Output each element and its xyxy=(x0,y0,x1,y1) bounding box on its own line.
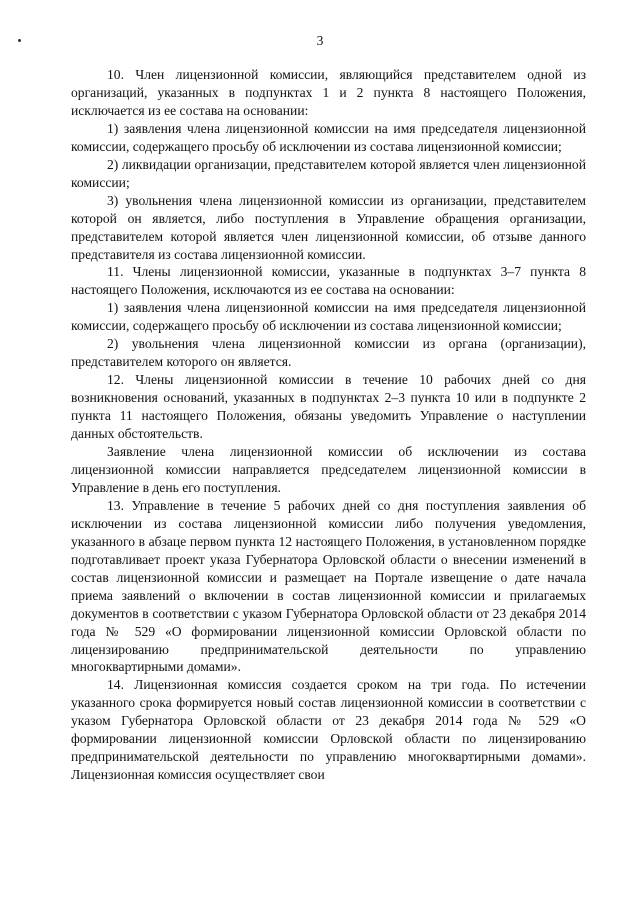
paragraph-10-item-2: 2) ликвидации организации, представителем которой является член лицензионной комиссии; xyxy=(71,156,586,190)
paragraph-11-item-1: 1) заявления члена лицензионной комиссии на имя председателя лицензионной комиссии, содержащего просьбу об исключении из состава лицензионной комиссии; xyxy=(71,300,586,334)
paragraph-13: 13. Управление в течение 5 рабочих дней со дня поступления заявления об исключении из состава лицензионной комиссии либо получения уведомления, указанного в абзаце первом пункта 12 настоящего Положения, в установленном порядке подготавливает проект указа Губернатора Орловской области о внесении изменений в состав лицензионной комиссии и размещает на Портале извещение о дате начала приема заявлений о включении в состав лицензионной комиссии и прилагаемых документов в соответствии с указом Губернатора Орловской области от 23 декабря 2014 года № 529 «О формировании лицензионной комиссии Орловской области по лицензированию предпринимательской деятельности по управлению многоквартирными домами». xyxy=(71,497,586,675)
paragraph-10-item-1: 1) заявления члена лицензионной комиссии на имя председателя лицензионной комиссии, содержащего просьбу об исключении из состава лицензионной комиссии; xyxy=(71,120,586,154)
page-number: 3 xyxy=(316,33,324,48)
paragraph-11-item-2: 2) увольнения члена лицензионной комиссии из органа (организации), представителем которого он является. xyxy=(71,336,586,370)
paragraph-11: 11. Члены лицензионной комиссии, указанные в подпунктах 3–7 пункта 8 настоящего Положения, исключаются из ее состава на основании: xyxy=(71,264,586,298)
document-body xyxy=(71,66,586,784)
paragraph-10: 10. Член лицензионной комиссии, являющийся представителем одной из организаций, указанных в подпунктах 1 и 2 пункта 8 настоящего Положения, исключается из ее состава на основании: xyxy=(71,67,586,118)
paragraph-12-part-2: Заявление члена лицензионной комиссии об исключении из состава лицензионной комиссии направляется председателем лицензионной комиссии в Управление в день его поступления. xyxy=(71,444,586,495)
paragraph-10-item-3: 3) увольнения члена лицензионной комиссии из организации, представителем которой он является, либо поступления в Управление обращения организации, представителем которой является член лицензионной комиссии, об отзыве данного представителя из состава лицензионной комиссии. xyxy=(71,192,586,262)
paragraph-14: 14. Лицензионная комиссия создается сроком на три года. По истечении указанного срока формируется новый состав лицензионной комиссии в соответствии с указом Губернатора Орловской области от 23 декабря 2014 года № 529 «О формировании лицензионной комиссии Орловской области по лицензированию предпринимательской деятельности по управлению многоквартирными домами». Лицензионная комиссия осуществляет свои xyxy=(71,677,586,783)
paragraph-12: 12. Члены лицензионной комиссии в течение 10 рабочих дней со дня возникновения оснований, указанных в подпунктах 2–3 пункта 10 или в подпункте 2 пункта 11 настоящего Положения, обязаны уведомить Управление о наступлении данных обстоятельств. xyxy=(71,372,586,442)
